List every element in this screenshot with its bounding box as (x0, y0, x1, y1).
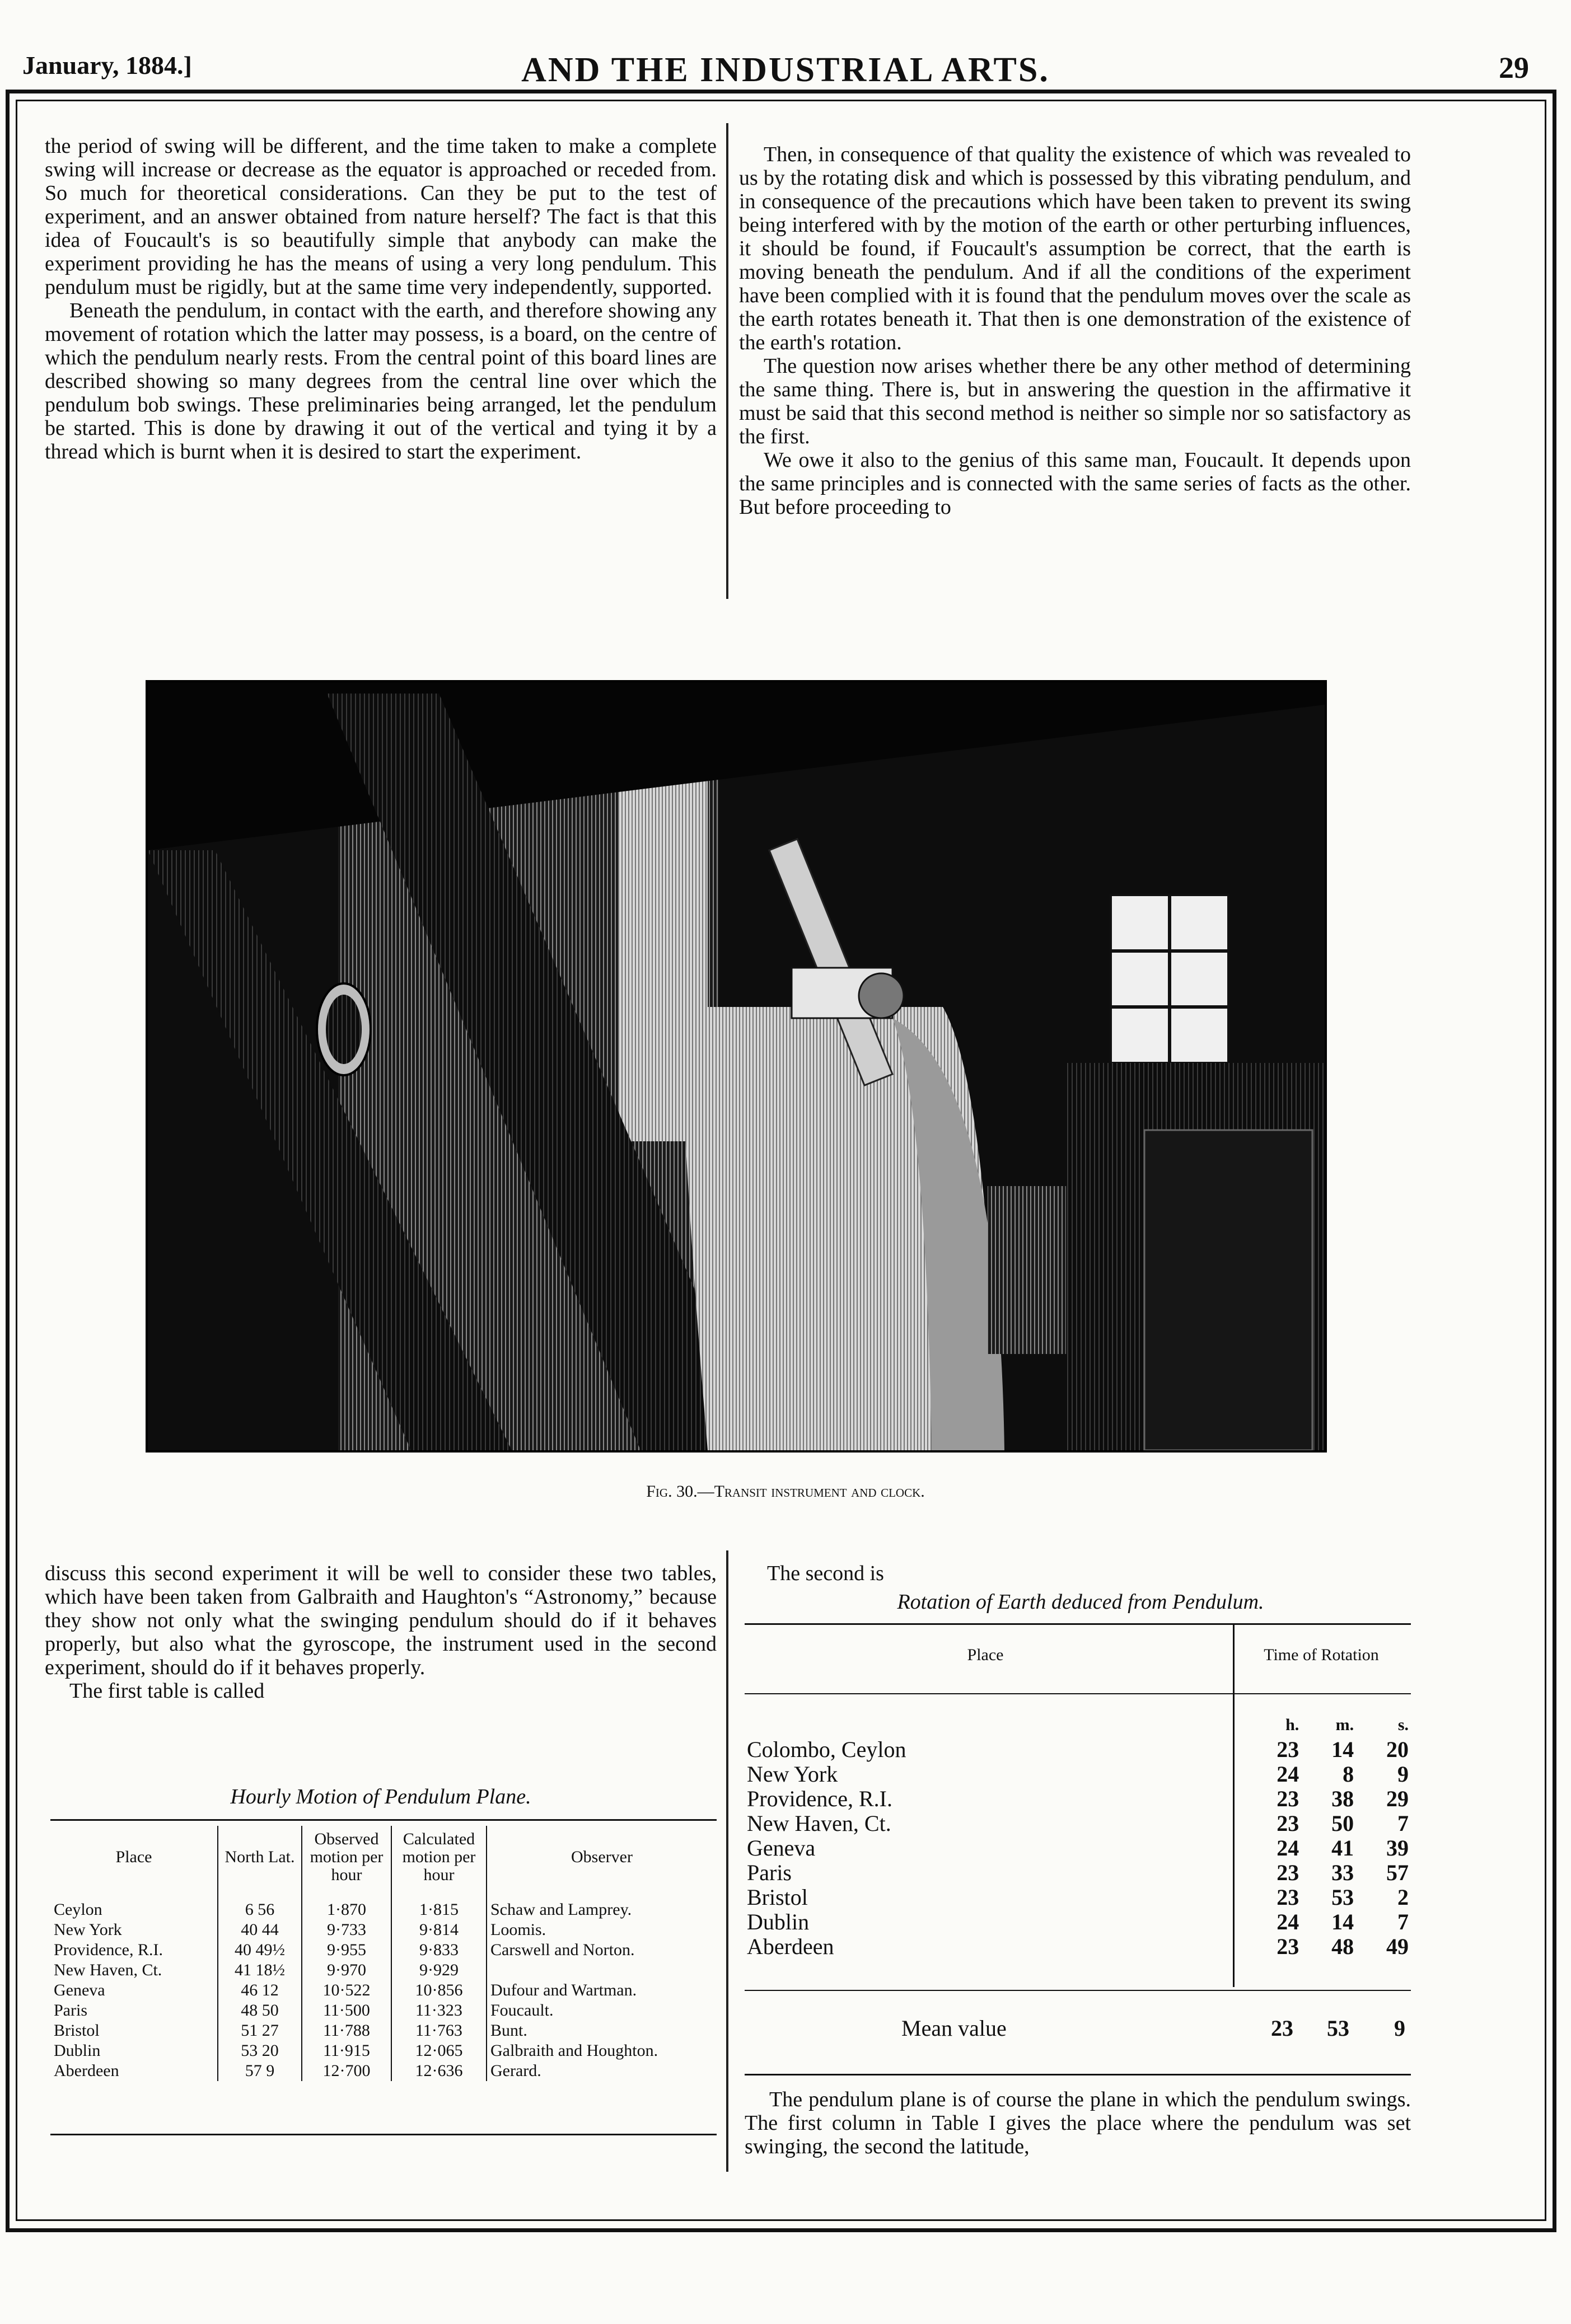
table-cell: Geneva (747, 1835, 816, 1861)
table-cell: 48 (1331, 1934, 1354, 1959)
table-cell: 9·970 (302, 1960, 391, 1980)
table-cell: 11·788 (302, 2021, 391, 2041)
table-cell: 11·500 (302, 2000, 391, 2021)
table-cell: 23 (1277, 1811, 1299, 1836)
table-cell: Foucault. (487, 2000, 717, 2021)
engraving-illustration (148, 682, 1325, 1450)
table1-header-lat: North Lat. (218, 1826, 302, 1889)
table-cell: Paris (54, 2001, 87, 2020)
table-cell: 6 56 (218, 1889, 302, 1920)
table-cell: 24 (1277, 1835, 1299, 1861)
table2-mean-label: Mean value (901, 2016, 1007, 2041)
table-unit-label: m. (1335, 1716, 1354, 1734)
table1-body (50, 1889, 717, 2081)
figure-transit-instrument-engraving (146, 680, 1327, 1452)
table-cell: 9 (1397, 1761, 1409, 1787)
column-rule-bottom (726, 1550, 728, 2172)
table-cell: 12·700 (302, 2061, 391, 2081)
table-cell: 20 (1386, 1737, 1409, 1762)
text-column-right-bottom (745, 2088, 1411, 2158)
table-cell: Bristol (54, 2021, 100, 2040)
table-cell: 49 (1386, 1934, 1409, 1959)
table-cell: Dublin (54, 2041, 101, 2060)
table1-header-calculated: Calculated motion per hour (391, 1826, 487, 1889)
table-cell: 39 (1386, 1835, 1409, 1861)
table2-header-time: Time of Rotation (1264, 1646, 1379, 1664)
table-cell: 57 9 (218, 2061, 302, 2081)
table-cell: 10·856 (391, 1980, 487, 2000)
table-row (50, 1940, 717, 1960)
table-cell: Gerard. (487, 2061, 717, 2081)
table-cell: Providence, R.I. (747, 1786, 892, 1811)
table2-header-rule (745, 1693, 1411, 1694)
table-unit-label: h. (1285, 1716, 1299, 1734)
table-cell: 46 12 (218, 1980, 302, 2000)
column-rule-top (726, 123, 728, 599)
table-cell: 12·636 (391, 2061, 487, 2081)
table-cell: Ceylon (54, 1900, 102, 1919)
text-column-right-top (739, 143, 1411, 519)
table-cell: 14 (1331, 1909, 1354, 1934)
table2-mean-rule (745, 1990, 1411, 1991)
table-cell: Aberdeen (54, 2061, 119, 2080)
table1-title: Hourly Motion of Pendulum Plane. (230, 1785, 531, 1808)
table-row (745, 1762, 1411, 1787)
paragraph: The first table is called (69, 1679, 265, 1703)
table-cell: 11·915 (302, 2041, 391, 2061)
table-row (50, 2000, 717, 2021)
paragraph: the period of swing will be different, and the time taken to make a complete swing will increase or decrease as the equator is approached or receded from. So much for theoretical considerations. Can they be put to the test of experiment, and an answer obtained from nature herself? The fact is that this idea of Foucault's is so beautifully simple that anybody can make the experiment providing he has the means of using a very long pendulum. This pendulum must be rigidly, but at the same time very independently, supported. (45, 134, 717, 299)
table-cell: Dufour and Wartman. (487, 1980, 717, 2000)
table-cell: Schaw and Lamprey. (487, 1889, 717, 1920)
table-hourly-motion (50, 1826, 717, 2081)
table-cell: 11·763 (391, 2021, 487, 2041)
figure-caption: Fig. 30.—Transit instrument and clock. (646, 1482, 925, 1501)
table-cell: New Haven, Ct. (747, 1811, 891, 1836)
table-cell: 14 (1331, 1737, 1354, 1762)
table-cell: Galbraith and Houghton. (487, 2041, 717, 2061)
paragraph: The question now arises whether there be any other method of determining the same thing. There is, but in answering the question in the affirmative it must be said that this second method is neither so simple nor so satisfactory as the first. (739, 354, 1411, 448)
table-cell: Bunt. (487, 2021, 717, 2041)
table-cell: 29 (1386, 1786, 1409, 1811)
table-cell: 51 27 (218, 2021, 302, 2041)
table2-header-place: Place (967, 1646, 1004, 1664)
table-cell: 23 (1277, 1934, 1299, 1959)
table-cell: Geneva (54, 1981, 105, 1999)
table2-mean-value (1237, 2015, 1405, 2041)
table-cell: 9·929 (391, 1960, 487, 1980)
table-row (745, 1861, 1411, 1885)
mean-hours: 23 (1271, 2016, 1293, 2041)
page-number: 29 (1499, 51, 1529, 85)
table-cell: 33 (1331, 1860, 1354, 1885)
table-cell: 50 (1331, 1811, 1354, 1836)
table-cell: 12·065 (391, 2041, 487, 2061)
table-cell: Aberdeen (747, 1934, 834, 1959)
table-cell: 1·870 (302, 1889, 391, 1920)
table-cell: 9·955 (302, 1940, 391, 1960)
table-cell: 41 (1331, 1835, 1354, 1861)
paragraph: We owe it also to the genius of this same man, Foucault. It depends upon the same principles and is connected with the same series of facts as the other. But before proceeding to (739, 448, 1411, 519)
table-cell: 9·833 (391, 1940, 487, 1960)
table-row (745, 1885, 1411, 1910)
table1-header-place: Place (115, 1848, 152, 1866)
table1-bottom-rule (50, 2134, 717, 2135)
table-cell: 48 50 (218, 2000, 302, 2021)
table-row (745, 1910, 1411, 1934)
table-row (50, 2061, 717, 2081)
table-cell: 24 (1277, 1761, 1299, 1787)
table-row (50, 1960, 717, 1980)
table-cell: 24 (1277, 1909, 1299, 1934)
table-cell: 53 20 (218, 2041, 302, 2061)
table-row (745, 1934, 1411, 1959)
mean-minutes: 53 (1327, 2016, 1349, 2041)
table1-top-rule (50, 1819, 717, 1821)
table-cell: 40 49½ (218, 1940, 302, 1960)
table-cell: 2 (1397, 1885, 1409, 1910)
table-cell: Bristol (747, 1885, 808, 1910)
table-row (50, 1920, 717, 1940)
table1-header-observer: Observer (487, 1826, 717, 1889)
table2-title: Rotation of Earth deduced from Pendulum. (897, 1590, 1264, 1614)
table-row (745, 1836, 1411, 1861)
running-header-title: AND THE INDUSTRIAL ARTS. (521, 51, 1050, 89)
table-cell: 9·733 (302, 1920, 391, 1940)
table-cell: 7 (1397, 1811, 1409, 1836)
table-cell: Loomis. (487, 1920, 717, 1940)
table1-header-observed: Observed motion per hour (302, 1826, 391, 1889)
mean-seconds: 9 (1394, 2016, 1405, 2041)
table-cell: Paris (747, 1860, 792, 1885)
table-row (50, 1980, 717, 2000)
table-cell: 8 (1343, 1761, 1354, 1787)
table-cell: 1·815 (391, 1889, 487, 1920)
running-header-date: January, 1884.] (22, 51, 192, 79)
table-cell: 23 (1277, 1786, 1299, 1811)
table-cell (745, 1713, 1241, 1737)
table-row (50, 2041, 717, 2061)
table-row (50, 2021, 717, 2041)
table-cell: 23 (1277, 1737, 1299, 1762)
text-column-left-bottom (45, 1562, 717, 1703)
table-row (745, 1811, 1411, 1836)
table-row (745, 1787, 1411, 1811)
table-cell: 38 (1331, 1786, 1354, 1811)
table-cell: Colombo, Ceylon (747, 1737, 906, 1762)
paragraph: Then, in consequence of that quality the existence of which was revealed to us by the rotating disk and which is possessed by this vibrating pendulum, and in consequence of the precautions which have been taken to prevent its swing being interfered with by the motion of the earth or other perturbing influences, it should be found, if Foucault's assumption be correct, that the earth is moving beneath the pendulum. And if all the conditions of the experiment have been complied with it is found that the pendulum moves over the scale as the earth rotates beneath it. That then is one demonstration of the existence of the earth's rotation. (739, 143, 1411, 354)
table-row (50, 1889, 717, 1920)
table-cell: New York (54, 1920, 122, 1939)
table-cell: Providence, R.I. (54, 1941, 163, 1959)
table-unit-label: s. (1397, 1716, 1409, 1734)
table-cell: 23 (1277, 1860, 1299, 1885)
table-cell: 53 (1331, 1885, 1354, 1910)
table-cell: Carswell and Norton. (487, 1940, 717, 1960)
table-cell: 10·522 (302, 1980, 391, 2000)
table-units-row (745, 1713, 1411, 1737)
paragraph: discuss this second experiment it will be well to consider these two tables, which have been taken from Galbraith and Haughton's “Astronomy,” because they show not only what the swinging pendulum should do if it behaves properly, but also what the gyroscope, the instrument used in the second experiment, should do if it behaves properly. (45, 1562, 717, 1679)
table-cell (487, 1960, 717, 1980)
table-row (745, 1737, 1411, 1762)
table-cell: 41 18½ (218, 1960, 302, 1980)
table2-top-rule (745, 1623, 1411, 1625)
table-cell: 57 (1386, 1860, 1409, 1885)
table-cell: New Haven, Ct. (54, 1961, 162, 1979)
text-column-left-top (45, 134, 717, 463)
table-cell: New York (747, 1761, 838, 1787)
paragraph: The pendulum plane is of course the plane in which the pendulum swings. The first column in Table I gives the place where the pendulum was set swinging, the second the latitude, (745, 2088, 1411, 2158)
paragraph: Beneath the pendulum, in contact with the earth, and therefore showing any movement of rotation which the latter may possess, is a board, on the centre of which the pendulum nearly rests. From the central point of this board lines are described showing so many degrees from the central line over which the pendulum bob swings. These preliminaries being arranged, let the pendulum be started. This is done by drawing it out of the vertical and tying it by a thread which is burnt when it is desired to start the experiment. (45, 299, 717, 463)
table-cell: 40 44 (218, 1920, 302, 1940)
table-cell: 11·323 (391, 2000, 487, 2021)
table-cell: 23 (1277, 1885, 1299, 1910)
table-rotation-of-earth (745, 1713, 1411, 1959)
table2-body (745, 1713, 1411, 1959)
table-cell: 9·814 (391, 1920, 487, 1940)
table2-intro: The second is (767, 1562, 884, 1585)
table-cell: 7 (1397, 1909, 1409, 1934)
table2-bottom-rule (745, 2074, 1411, 2075)
table-cell: Dublin (747, 1909, 810, 1934)
